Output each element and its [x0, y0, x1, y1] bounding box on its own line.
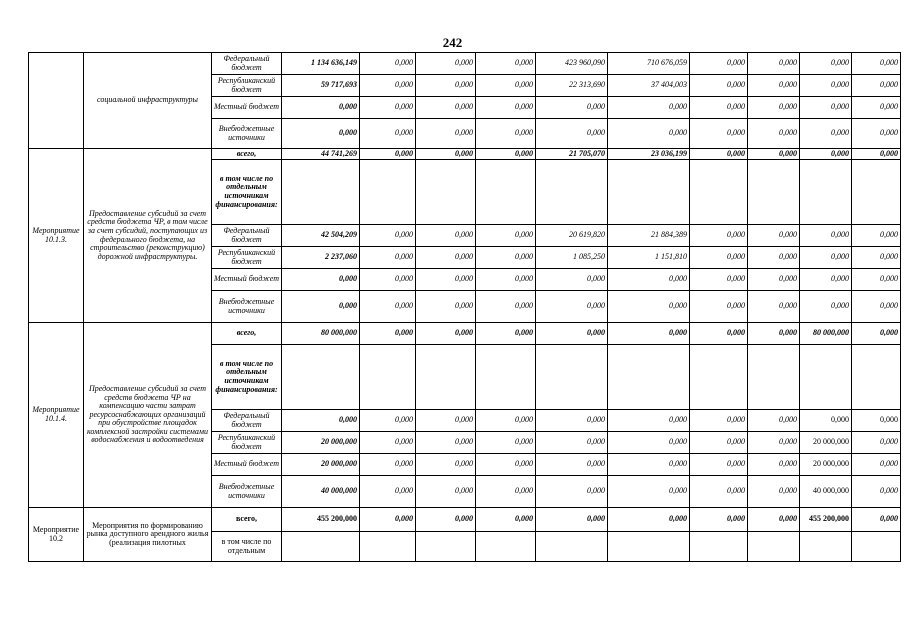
empty-cell	[800, 160, 852, 225]
value-cell: 0,000	[748, 323, 800, 345]
value-cell: 0,000	[608, 508, 690, 532]
empty-cell	[282, 532, 360, 562]
source-label-incl: в том числе по отдельным	[212, 532, 282, 562]
value-cell: 423 960,090	[536, 53, 608, 75]
source-label: Федеральный бюджет	[212, 53, 282, 75]
value-cell: 0,000	[690, 432, 748, 454]
total-cell: 44 741,269	[282, 149, 360, 160]
value-cell: 0,000	[690, 149, 748, 160]
value-cell: 0,000	[416, 75, 476, 97]
value-cell: 0,000	[690, 119, 748, 149]
value-cell: 0,000	[800, 410, 852, 432]
total-cell: 455 200,000	[282, 508, 360, 532]
empty-cell	[416, 532, 476, 562]
value-cell: 0,000	[476, 149, 536, 160]
value-cell: 0,000	[748, 508, 800, 532]
value-cell: 0,000	[690, 323, 748, 345]
empty-cell	[690, 532, 748, 562]
value-cell: 0,000	[476, 53, 536, 75]
value-cell: 0,000	[476, 508, 536, 532]
empty-cell	[536, 160, 608, 225]
value-cell: 40 000,000	[800, 476, 852, 508]
value-cell: 0,000	[800, 149, 852, 160]
value-cell: 0,000	[476, 97, 536, 119]
value-cell: 0,000	[360, 119, 416, 149]
value-cell: 20 619,820	[536, 225, 608, 247]
source-label: Республиканский бюджет	[212, 247, 282, 269]
empty-cell	[608, 160, 690, 225]
value-cell: 80 000,000	[800, 323, 852, 345]
value-cell: 0,000	[608, 323, 690, 345]
value-cell: 0,000	[416, 508, 476, 532]
value-cell: 0,000	[748, 149, 800, 160]
value-cell: 0,000	[690, 454, 748, 476]
empty-cell	[476, 160, 536, 225]
value-cell: 0,000	[852, 97, 901, 119]
value-cell: 0,000	[852, 269, 901, 291]
value-cell: 0,000	[800, 225, 852, 247]
value-cell: 0,000	[360, 269, 416, 291]
value-cell: 0,000	[608, 432, 690, 454]
empty-cell	[608, 532, 690, 562]
value-cell: 0,000	[748, 119, 800, 149]
value-cell: 0,000	[690, 476, 748, 508]
value-cell: 0,000	[476, 75, 536, 97]
source-label: Местный бюджет	[212, 97, 282, 119]
value-cell: 0,000	[748, 75, 800, 97]
value-cell: 0,000	[476, 291, 536, 323]
total-cell: 40 000,000	[282, 476, 360, 508]
empty-cell	[476, 532, 536, 562]
value-cell: 0,000	[536, 410, 608, 432]
value-cell: 0,000	[690, 291, 748, 323]
value-cell: 0,000	[416, 119, 476, 149]
value-cell: 0,000	[690, 247, 748, 269]
value-cell: 0,000	[416, 476, 476, 508]
value-cell: 0,000	[748, 247, 800, 269]
empty-cell	[360, 160, 416, 225]
value-cell: 0,000	[536, 269, 608, 291]
source-label: Местный бюджет	[212, 269, 282, 291]
total-cell: 0,000	[282, 410, 360, 432]
value-cell: 0,000	[416, 97, 476, 119]
value-cell: 0,000	[360, 476, 416, 508]
value-cell: 0,000	[852, 75, 901, 97]
value-cell: 0,000	[360, 75, 416, 97]
value-cell: 0,000	[416, 269, 476, 291]
value-cell: 23 036,199	[608, 149, 690, 160]
measure-code: Мероприятие 10.1.4.	[29, 323, 84, 508]
value-cell: 0,000	[690, 508, 748, 532]
value-cell: 0,000	[360, 508, 416, 532]
source-label: Федеральный бюджет	[212, 410, 282, 432]
source-label: Внебюджетные источники	[212, 476, 282, 508]
value-cell: 0,000	[690, 53, 748, 75]
empty-cell	[536, 345, 608, 410]
value-cell: 0,000	[690, 410, 748, 432]
value-cell: 0,000	[608, 291, 690, 323]
value-cell: 0,000	[748, 225, 800, 247]
empty-cell	[748, 160, 800, 225]
value-cell: 0,000	[852, 476, 901, 508]
measure-description: Предоставление субсидий за счет средств бюджета ЧР на компенсацию части затрат ресурсоснабжающих организаций при обустройстве площадок комплексной застройки системами водоснабжения и водоотведения	[84, 323, 212, 508]
value-cell: 0,000	[476, 269, 536, 291]
value-cell: 0,000	[608, 269, 690, 291]
value-cell: 0,000	[360, 53, 416, 75]
empty-cell	[282, 345, 360, 410]
source-label: Республиканский бюджет	[212, 432, 282, 454]
measure-description: Мероприятия по формированию рынка доступного арендного жилья (реализация пилотных	[84, 508, 212, 562]
value-cell: 0,000	[360, 149, 416, 160]
source-label-total: всего,	[212, 149, 282, 160]
value-cell: 0,000	[690, 97, 748, 119]
empty-cell	[690, 345, 748, 410]
value-cell: 0,000	[476, 247, 536, 269]
table-row	[29, 323, 901, 345]
total-cell: 1 134 636,149	[282, 53, 360, 75]
empty-cell	[690, 160, 748, 225]
value-cell: 20 000,000	[800, 432, 852, 454]
page-number: 242	[442, 35, 463, 50]
value-cell: 0,000	[416, 53, 476, 75]
value-cell: 0,000	[476, 432, 536, 454]
value-cell: 0,000	[690, 269, 748, 291]
value-cell: 0,000	[800, 247, 852, 269]
value-cell: 0,000	[416, 410, 476, 432]
value-cell: 0,000	[608, 119, 690, 149]
total-cell: 0,000	[282, 119, 360, 149]
value-cell: 0,000	[800, 75, 852, 97]
empty-cell	[282, 160, 360, 225]
empty-cell	[476, 345, 536, 410]
value-cell: 0,000	[476, 225, 536, 247]
measure-description: Предоставление субсидий за счет средств бюджета ЧР, в том числе за счет субсидий, поступающих из федерального бюджета, на строительство (реконструкцию) дорожной инфраструктуры.	[84, 149, 212, 323]
empty-cell	[416, 160, 476, 225]
value-cell: 0,000	[416, 454, 476, 476]
value-cell: 1 085,250	[536, 247, 608, 269]
value-cell: 0,000	[476, 454, 536, 476]
empty-cell	[748, 532, 800, 562]
table-body	[29, 53, 901, 562]
value-cell: 0,000	[416, 432, 476, 454]
value-cell: 0,000	[852, 410, 901, 432]
value-cell: 0,000	[360, 454, 416, 476]
value-cell: 0,000	[416, 149, 476, 160]
source-label: Республиканский бюджет	[212, 75, 282, 97]
value-cell: 0,000	[536, 119, 608, 149]
value-cell: 22 313,690	[536, 75, 608, 97]
value-cell: 0,000	[748, 291, 800, 323]
total-cell: 2 237,060	[282, 247, 360, 269]
value-cell: 0,000	[800, 291, 852, 323]
measure-code: Мероприятие 10.2	[29, 508, 84, 562]
value-cell: 0,000	[852, 53, 901, 75]
empty-cell	[536, 532, 608, 562]
empty-cell	[852, 345, 901, 410]
source-label-total: всего,	[212, 508, 282, 532]
value-cell: 0,000	[476, 323, 536, 345]
empty-cell	[416, 345, 476, 410]
empty-cell	[360, 532, 416, 562]
value-cell: 37 404,003	[608, 75, 690, 97]
value-cell: 0,000	[690, 225, 748, 247]
total-cell: 0,000	[282, 269, 360, 291]
value-cell: 0,000	[360, 247, 416, 269]
empty-cell	[748, 345, 800, 410]
total-cell: 80 000,000	[282, 323, 360, 345]
value-cell: 0,000	[852, 225, 901, 247]
budget-table	[28, 52, 901, 562]
empty-cell	[608, 345, 690, 410]
value-cell: 0,000	[536, 97, 608, 119]
source-label-total: всего,	[212, 323, 282, 345]
empty-cell	[800, 532, 852, 562]
value-cell: 0,000	[800, 53, 852, 75]
value-cell: 0,000	[800, 97, 852, 119]
empty-cell	[852, 532, 901, 562]
value-cell: 0,000	[748, 476, 800, 508]
total-cell: 20 000,000	[282, 432, 360, 454]
value-cell: 0,000	[748, 53, 800, 75]
value-cell: 0,000	[476, 410, 536, 432]
value-cell: 0,000	[748, 454, 800, 476]
total-cell: 0,000	[282, 291, 360, 323]
value-cell: 0,000	[416, 323, 476, 345]
value-cell: 0,000	[800, 269, 852, 291]
total-cell: 42 504,209	[282, 225, 360, 247]
value-cell: 0,000	[800, 119, 852, 149]
value-cell: 1 151,810	[608, 247, 690, 269]
value-cell: 0,000	[476, 476, 536, 508]
value-cell: 710 676,059	[608, 53, 690, 75]
value-cell: 0,000	[852, 454, 901, 476]
value-cell: 455 200,000	[800, 508, 852, 532]
value-cell: 0,000	[536, 508, 608, 532]
value-cell: 0,000	[852, 291, 901, 323]
value-cell: 0,000	[852, 508, 901, 532]
value-cell: 0,000	[536, 291, 608, 323]
value-cell: 0,000	[416, 247, 476, 269]
value-cell: 21 884,389	[608, 225, 690, 247]
value-cell: 21 705,070	[536, 149, 608, 160]
source-label-incl: в том числе по отдельным источникам финансирования:	[212, 160, 282, 225]
value-cell: 0,000	[416, 225, 476, 247]
value-cell: 0,000	[852, 323, 901, 345]
table-row	[29, 508, 901, 532]
value-cell: 0,000	[748, 97, 800, 119]
empty-cell	[800, 345, 852, 410]
value-cell: 0,000	[360, 432, 416, 454]
value-cell: 0,000	[536, 432, 608, 454]
measure-description: социальной инфраструктуры	[84, 53, 212, 149]
source-label: Внебюджетные источники	[212, 119, 282, 149]
table-row	[29, 149, 901, 160]
measure-code: Мероприятие 10.1.3.	[29, 149, 84, 323]
value-cell: 0,000	[608, 97, 690, 119]
value-cell: 0,000	[536, 323, 608, 345]
value-cell: 0,000	[852, 432, 901, 454]
source-label: Федеральный бюджет	[212, 225, 282, 247]
empty-cell	[852, 160, 901, 225]
source-label: Внебюджетные источники	[212, 291, 282, 323]
value-cell: 0,000	[748, 410, 800, 432]
value-cell: 0,000	[852, 247, 901, 269]
value-cell: 0,000	[608, 410, 690, 432]
source-label: Местный бюджет	[212, 454, 282, 476]
value-cell: 0,000	[360, 291, 416, 323]
total-cell: 0,000	[282, 97, 360, 119]
source-label-incl: в том числе по отдельным источникам финансирования:	[212, 345, 282, 410]
value-cell: 0,000	[608, 476, 690, 508]
value-cell: 0,000	[536, 476, 608, 508]
value-cell: 0,000	[690, 75, 748, 97]
value-cell: 0,000	[360, 410, 416, 432]
value-cell: 0,000	[608, 454, 690, 476]
table-row	[29, 53, 901, 75]
value-cell: 0,000	[360, 225, 416, 247]
empty-cell	[360, 345, 416, 410]
value-cell: 0,000	[852, 149, 901, 160]
value-cell: 0,000	[360, 97, 416, 119]
value-cell: 20 000,000	[800, 454, 852, 476]
measure-code-cell	[29, 53, 84, 149]
value-cell: 0,000	[748, 269, 800, 291]
total-cell: 20 000,000	[282, 454, 360, 476]
value-cell: 0,000	[476, 119, 536, 149]
value-cell: 0,000	[852, 119, 901, 149]
value-cell: 0,000	[416, 291, 476, 323]
value-cell: 0,000	[748, 432, 800, 454]
total-cell: 59 717,693	[282, 75, 360, 97]
value-cell: 0,000	[360, 323, 416, 345]
value-cell: 0,000	[536, 454, 608, 476]
